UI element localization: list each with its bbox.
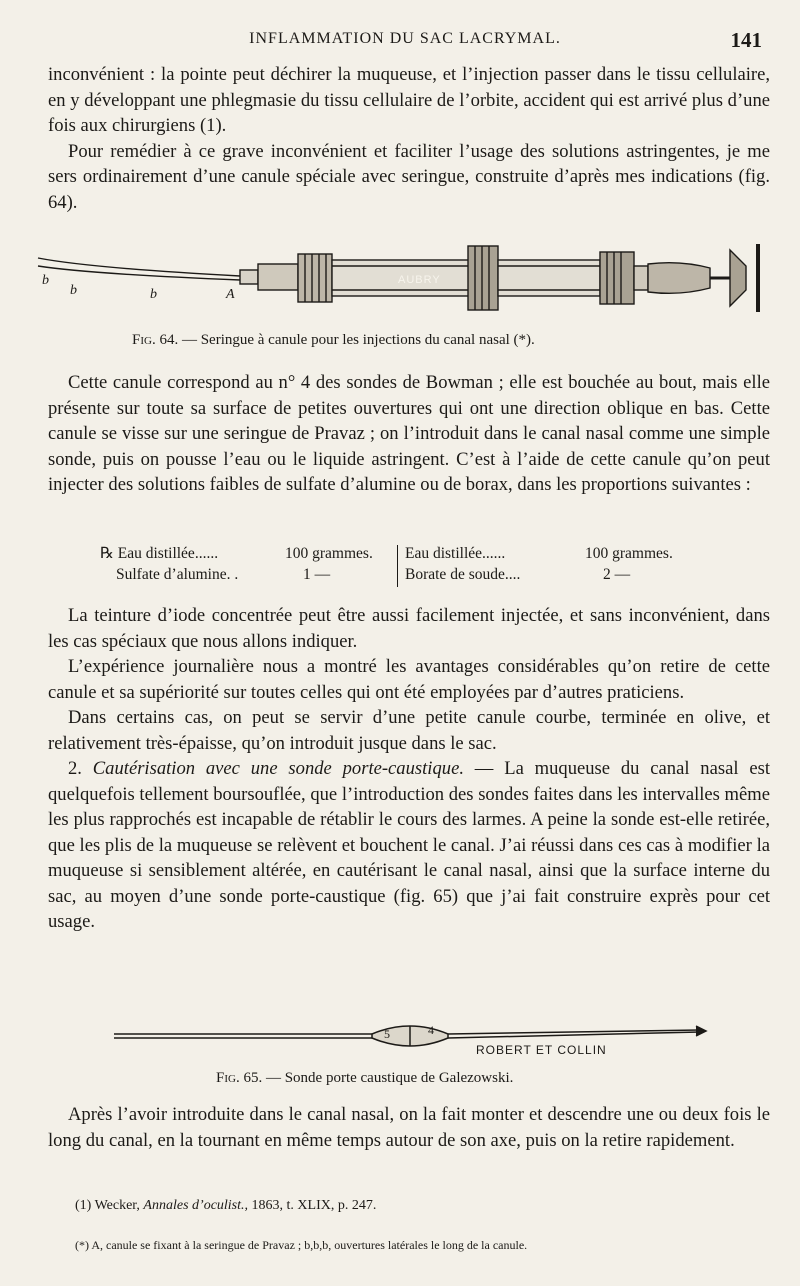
- footnote-journal: Annales d’oculist.,: [143, 1198, 249, 1213]
- footnote-star: (*) A, canule se fixant à la seringue de Pravaz ; b,b,b, ouvertures latérales le long de la canule.: [75, 1238, 528, 1252]
- recipe-divider: [397, 545, 398, 587]
- recipe-item: Sulfate d’alumine. .: [116, 566, 239, 583]
- recipe-table: [100, 543, 720, 587]
- recipe-right-names: [405, 543, 580, 585]
- footnote-1: [75, 1198, 775, 1214]
- paragraph: Cette canule correspond au n° 4 des sondes de Bowman ; elle est bouchée au bout, mais elle présente sur toute sa surface de petites ouvertures qui ont une direction oblique en bas. Cette canule se visse sur une seringue de Pravaz ; on l’introduit dans le canal nasal comme une simple sonde, puis on pousse l’eau ou le liquide astringent. C’est à l’aide de cette canule qu’on peut injecter des solutions faibles de sulfate d’alumine ou de borax, dans les proportions suivantes :: [48, 372, 770, 495]
- caption-label: Fig. 65.: [216, 1070, 263, 1086]
- recipe-qty: 2 —: [603, 566, 631, 583]
- paragraph-cauterisation: [48, 756, 770, 935]
- label-b: b: [42, 273, 49, 288]
- figure-65-caption: [216, 1070, 513, 1087]
- paragraph: Après l’avoir introduite dans le canal nasal, on la fait monter et descendre une ou deux fois le long du canal, en la tournant en même temps autour de son axe, puis on la retire rapidement.: [48, 1104, 770, 1151]
- recipe-item: Borate de soude....: [405, 566, 521, 583]
- recipe-item: Eau distillée......: [405, 545, 506, 562]
- recipe-left-names: [100, 543, 280, 585]
- final-text-block: [48, 1102, 770, 1153]
- caption-label: Fig. 64.: [132, 332, 179, 348]
- lower-text-block: [48, 603, 770, 935]
- recipe-qty: 100 grammes.: [585, 545, 673, 562]
- footnote-marker: (1) Wecker,: [75, 1198, 140, 1213]
- section-title: Cautérisation avec une sonde porte-caustique.: [92, 758, 464, 779]
- probe-illustration: [110, 1012, 710, 1062]
- top-text-block: [48, 62, 770, 215]
- middle-text-block: [48, 370, 770, 498]
- figure-64-caption: [132, 332, 535, 349]
- recipe-qty: 100 grammes.: [285, 545, 373, 562]
- paragraph: Dans certains cas, on peut se servir d’une petite canule courbe, terminée en olive, et relativement très-épaisse, qu’on introduit jusque dans le sac.: [48, 707, 770, 754]
- recipe-right-qty: [585, 543, 705, 585]
- recipe-item: ℞ Eau distillée......: [100, 545, 219, 562]
- label-b: b: [70, 283, 77, 298]
- label-a: A: [226, 287, 235, 302]
- page-number: 141: [730, 28, 762, 52]
- footnote-ref: 1863, t. XLIX, p. 247.: [251, 1198, 377, 1213]
- section-body: — La muqueuse du canal nasal est quelquefois tellement boursouflée, que l’introduction des sondes faites dans les intervalles même les plus rapprochés est incapable de rétablir le cours des larmes. A peine la sonde est-elle retirée, que les plis de la muqueuse se relèvent et bouchent le canal. J’ai réussi dans ces cas à modifier la muqueuse si sensiblement altérée, en cautérisant le canal nasal, ainsi que la surface interne du sac, au moyen d’une sonde porte-caustique (fig. 65) que j’ai fait construire exprès pour cet usage.: [48, 758, 770, 932]
- label-b: b: [150, 287, 157, 302]
- syringe-illustration: [30, 236, 770, 328]
- section-number: 2.: [68, 758, 82, 779]
- probe-number: 4: [428, 1023, 434, 1037]
- running-header: [48, 30, 762, 60]
- recipe-left-qty: [285, 543, 395, 585]
- recipe-qty: 1 —: [303, 566, 331, 583]
- caption-text: — Seringue à canule pour les injections du canal nasal (*).: [181, 332, 535, 348]
- maker-mark: ROBERT ET COLLIN: [476, 1043, 607, 1057]
- running-title: INFLAMMATION DU SAC LACRYMAL.: [249, 30, 561, 47]
- probe-number: 5: [384, 1027, 390, 1041]
- paragraph: L’expérience journalière nous a montré les avantages considérables qu’on retire de cette canule et sa supériorité sur toutes celles qui ont été employées par d’autres praticiens.: [48, 656, 770, 703]
- paragraph: La teinture d’iode concentrée peut être aussi facilement injectée, et sans inconvénient, dans les cas spéciaux que nous allons indiquer.: [48, 605, 770, 652]
- caption-text: — Sonde porte caustique de Galezowski.: [265, 1070, 514, 1086]
- maker-mark: AUBRY: [398, 274, 441, 286]
- paragraph: inconvénient : la pointe peut déchirer la muqueuse, et l’injection passer dans le tissu cellulaire, en y développant une phlegmasie du tissu cellulaire de l’orbite, accident qui est arrivé plus d’une fois aux chirurgiens (1).: [48, 64, 770, 136]
- paragraph: Pour remédier à ce grave inconvénient et faciliter l’usage des solutions astringentes, je me sers ordinairement d’une canule spéciale avec seringue, construite d’après mes indications (fig. 64).: [48, 140, 770, 213]
